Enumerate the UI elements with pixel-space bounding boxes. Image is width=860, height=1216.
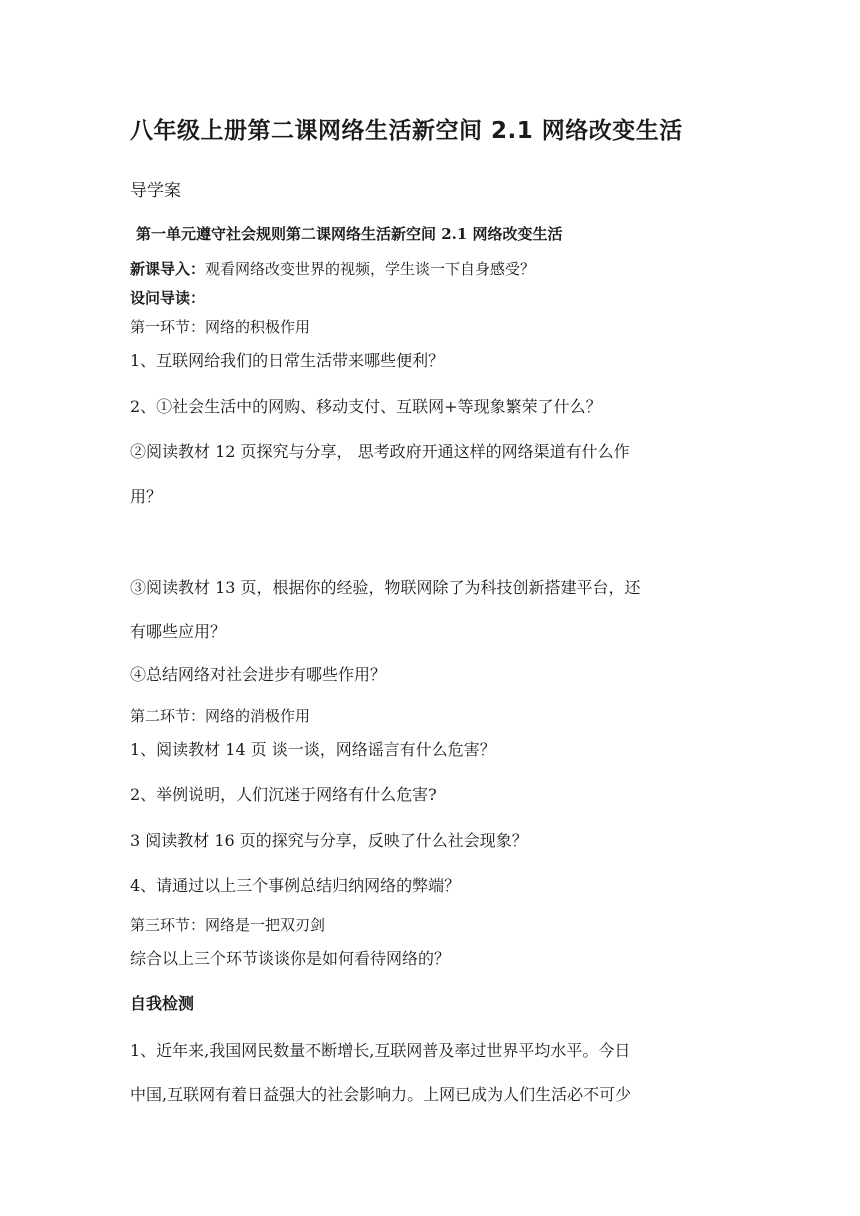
exercise-1-line1: 1、近年来,我国网民数量不断增长,互联网普及率过世界平均水平。今日 <box>130 1041 631 1060</box>
intro-text: 观看网络改变世界的视频，学生谈一下自身感受？ <box>205 260 536 278</box>
question-1-1: 1、互联网给我们的日常生活带来哪些便利？ <box>130 351 445 370</box>
question-2-4: 4、请通过以上三个事例总结归纳网络的弊端？ <box>130 876 461 895</box>
question-1-3-line2: 用？ <box>130 487 163 506</box>
question-2-1: 1、阅读教材 14 页 谈一谈，网络谣言有什么危害？ <box>130 740 496 759</box>
intro-label: 新课导入： <box>130 260 206 278</box>
guide-label: 设问导读： <box>130 289 206 307</box>
unit-heading: 第一单元遵守社会规则第二课网络生活新空间 2.1 网络改变生活 <box>136 225 563 243</box>
question-2-3: 3 阅读教材 16 页的探究与分享，反映了什么社会现象？ <box>130 831 528 850</box>
question-3-1: 综合以上三个环节谈谈你是如何看待网络的？ <box>130 949 451 968</box>
question-1-2: 2、①社会生活中的网购、移动支付、互联网+等现象繁荣了什么？ <box>130 397 602 416</box>
question-2-2: 2、举例说明，人们沉迷于网络有什么危害? <box>130 785 437 804</box>
section-3-heading: 第三环节：网络是一把双刃剑 <box>130 916 326 934</box>
intro-line <box>130 258 535 279</box>
subtitle: 导学案 <box>130 181 181 201</box>
page-title: 八年级上册第二课网络生活新空间 2.1 网络改变生活 <box>130 118 683 144</box>
question-1-4-line1: ③阅读教材 13 页，根据你的经验，物联网除了为科技创新搭建平台，还 <box>130 578 641 597</box>
self-check-heading: 自我检测 <box>130 994 195 1013</box>
section-1-heading: 第一环节：网络的积极作用 <box>130 318 311 336</box>
exercise-1-line2: 中国,互联网有着日益强大的社会影响力。上网已成为人们生活必不可少 <box>130 1085 632 1104</box>
question-1-5: ④总结网络对社会进步有哪些作用？ <box>130 665 387 684</box>
question-1-3-line1: ②阅读教材 12 页探究与分享， 思考政府开通这样的网络渠道有什么作 <box>130 442 630 461</box>
question-1-4-line2: 有哪些应用？ <box>130 622 227 641</box>
section-2-heading: 第二环节：网络的消极作用 <box>130 707 311 725</box>
